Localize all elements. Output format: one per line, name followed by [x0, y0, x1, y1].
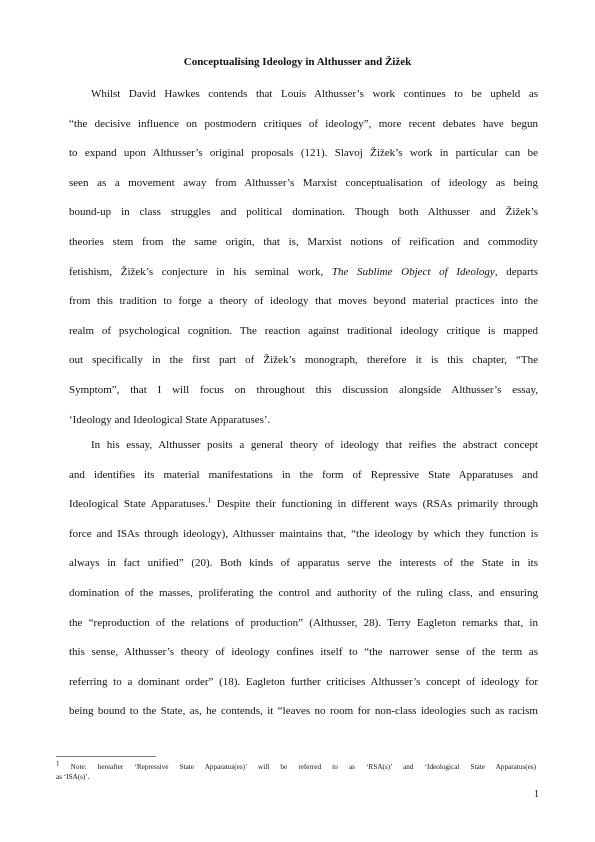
document-title: Conceptualising Ideology in Althusser and Žižek — [183, 56, 412, 68]
paragraph-line: realm of psychological cognition. The reaction against traditional ideology critique is mapped — [69, 324, 538, 337]
page-number: 1 — [534, 789, 539, 800]
line-text-suffix: , departs — [494, 265, 538, 278]
paragraph-line: “the decisive influence on postmodern critiques of ideology”, more recent debates have begun — [69, 117, 538, 130]
footnote-line: as ‘ISA(s)’. — [56, 773, 90, 781]
footnote-text: Note: hereafter ‘Repressive State Apparatus(es)’ will be referred to as ‘RSA(s)’ and ‘Ideological State Apparatus(es) — [59, 763, 536, 771]
paragraph-line: force and ISAs through ideology), Althusser maintains that, “the ideology by which they function is — [69, 527, 538, 540]
footnote-reference[interactable]: 1 — [207, 496, 212, 505]
footnote — [56, 759, 536, 782]
paragraph-1 — [69, 87, 538, 442]
paragraph-line: In his essay, Althusser posits a general theory of ideology that reifies the abstract concept — [91, 439, 538, 451]
paragraph-line: out specifically in the first part of Žižek’s monograph, therefore it is this chapter, “The — [69, 354, 538, 367]
line-text: fetishism, Žižek’s conjecture in his seminal work, — [69, 265, 332, 278]
line-text: Ideological State Apparatuses. — [69, 498, 208, 511]
footnote-marker: 1 — [56, 759, 60, 768]
paragraph-line: to expand upon Althusser’s original proposals (121). Slavoj Žižek’s work in particular can be — [69, 147, 538, 160]
footnote-line — [56, 759, 536, 772]
paragraph-line: domination of the masses, proliferating the control and authority of the ruling class, and ensuring — [69, 586, 538, 599]
paragraph-line: being bound to the State, as, he contends, it “leaves no room for non-class ideologies such as racism — [69, 705, 538, 718]
line-text-suffix: Despite their functioning in different ways (RSAs primarily through — [211, 498, 538, 511]
paragraph-line: theories stem from the same origin, that is, Marxist notions of reification and commodity — [69, 235, 538, 248]
book-title: The Sublime Object of Ideology — [331, 265, 495, 278]
paragraph-line: seen as a movement away from Althusser’s Marxist conceptualisation of ideology as being — [69, 176, 538, 189]
paragraph-line: from this tradition to forge a theory of ideology that moves beyond material practices into the — [69, 295, 538, 308]
paragraph-line: always in fact unified” (20). Both kinds of apparatus serve the interests of the State in its — [69, 557, 538, 570]
paragraph-line: Symptom”, that I will focus on throughout this discussion alongside Althusser’s essay, — [69, 383, 538, 396]
paragraph-line: ‘Ideology and Ideological State Apparatuses’. — [69, 413, 271, 426]
footnote-separator — [56, 756, 156, 757]
paragraph-line: referring to a dominant order” (18). Eagleton further criticises Althusser’s concept of ideology for — [69, 675, 538, 688]
paragraph-line-with-book-title — [69, 265, 538, 295]
paragraph-line: Whilst David Hawkes contends that Louis Althusser’s work continues to be upheld as — [91, 88, 538, 100]
paragraph-line: the “reproduction of the relations of production” (Althusser, 28). Terry Eagleton remarks that, in — [69, 616, 538, 629]
paragraph-line-with-footnote-ref — [69, 497, 538, 527]
paragraph-line: this sense, Althusser’s theory of ideology confines itself to “the narrower sense of the term as — [69, 646, 538, 659]
paragraph-line: bound-up in class struggles and political domination. Though both Althusser and Žižek’s — [69, 206, 538, 219]
paragraph-line: and identifies its material manifestations in the form of Repressive State Apparatuses and — [69, 468, 538, 481]
paragraph-2 — [69, 438, 538, 734]
